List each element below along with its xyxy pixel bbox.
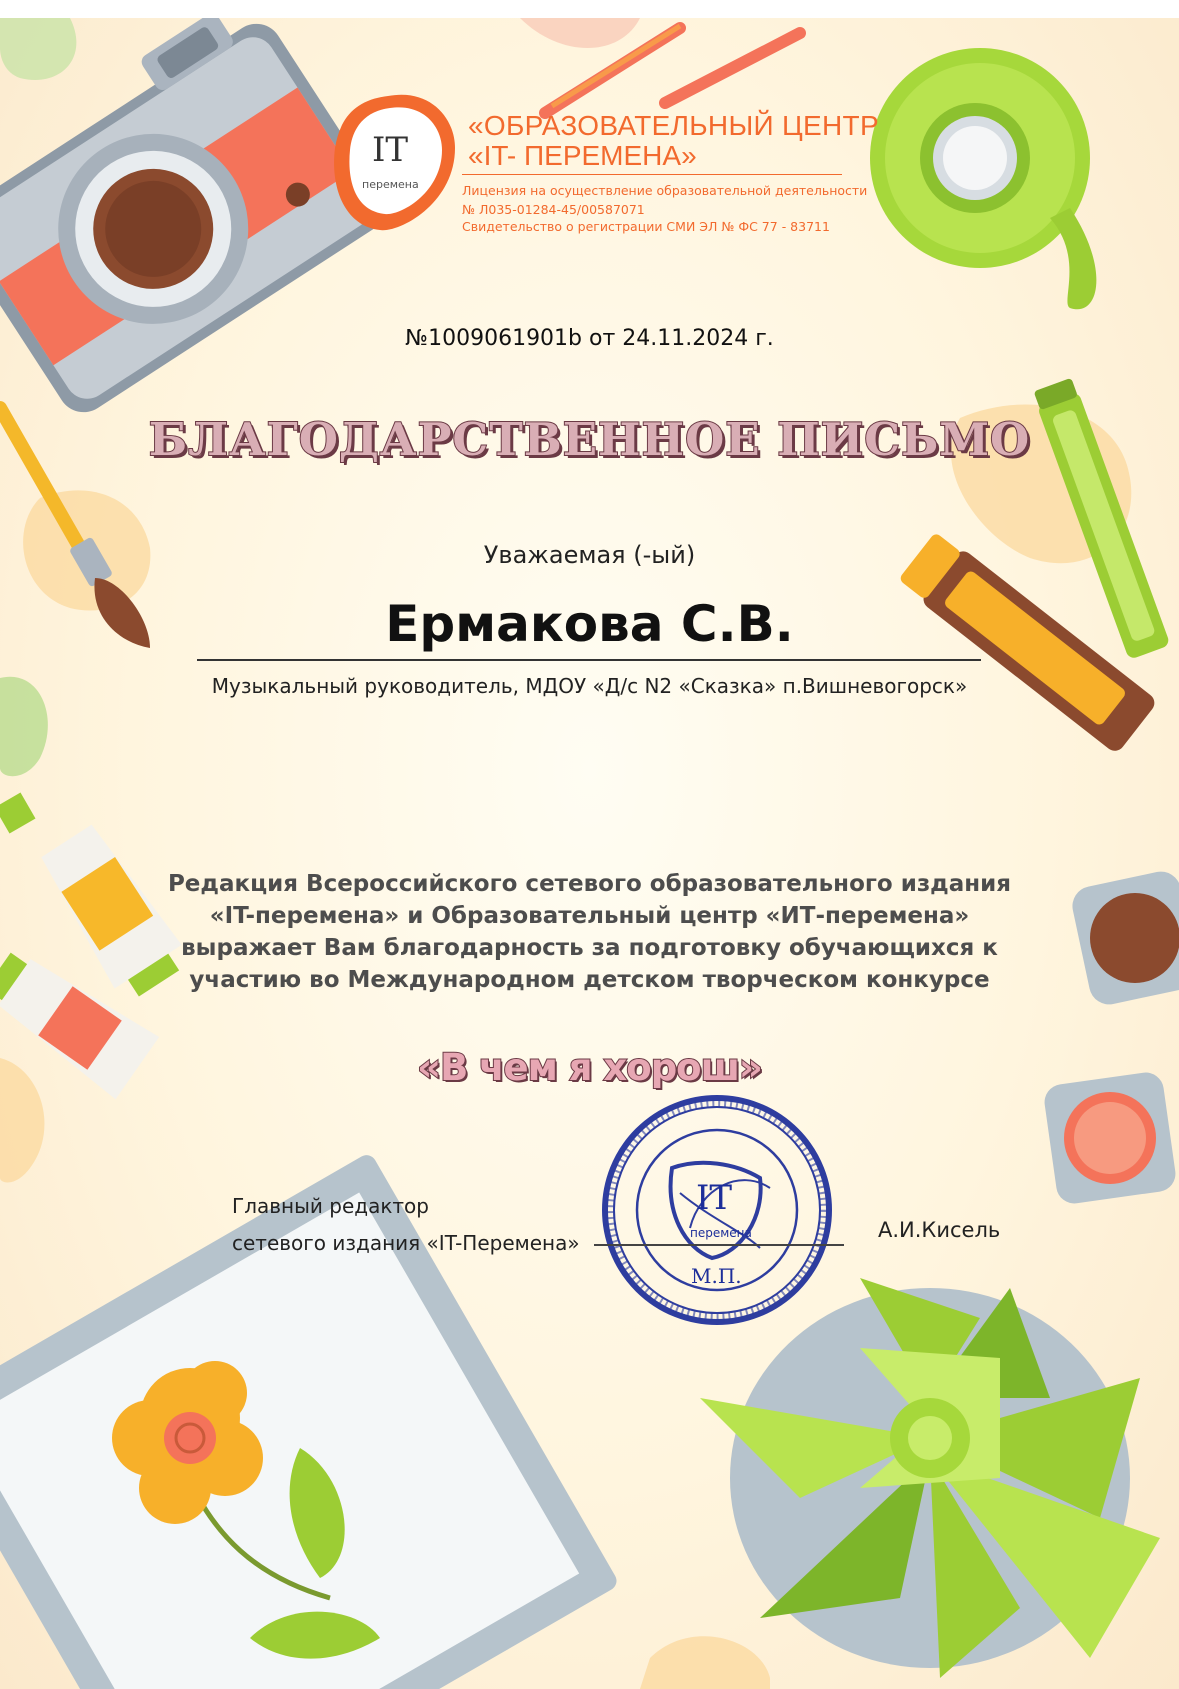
logo-divider xyxy=(462,174,842,175)
signer-role-line2: сетевого издания «IT-Перемена» xyxy=(232,1231,580,1255)
stamp-subtext: перемена xyxy=(690,1226,752,1240)
contest-name: «В чем я хорош» xyxy=(417,1046,762,1089)
decorative-background xyxy=(0,18,1179,1689)
camera-illustration xyxy=(0,18,395,425)
yellow-blob-bottom-right xyxy=(640,1636,770,1689)
succulent-plant-illustration xyxy=(700,1278,1160,1678)
logo-mark-subtext: перемена xyxy=(362,178,419,191)
tape-roll-illustration xyxy=(870,48,1096,309)
body-text-line: выражает Вам благодарность за подготовку обучающихся к xyxy=(181,935,998,961)
body-text-line: «IT-перемена» и Образовательный центр «ИТ-перемена» xyxy=(209,903,970,929)
stamp-mark-text: IT xyxy=(696,1178,733,1218)
recipient-position: Музыкальный руководитель, МДОУ «Д/с N2 «Сказка» п.Вишневогорск» xyxy=(211,674,968,698)
org-name-line1: «ОБРАЗОВАТЕЛЬНЫЙ ЦЕНТР xyxy=(468,110,879,141)
recipient-name: Ермакова С.В. xyxy=(385,595,794,653)
document-number: №1009061901b от 24.11.2024 г. xyxy=(405,326,774,351)
certificate-page xyxy=(0,18,1179,1689)
license-text: Лицензия на осуществление образовательной деятельности xyxy=(462,183,868,198)
signer-name: А.И.Кисель xyxy=(878,1218,1001,1242)
green-cap-small xyxy=(0,793,35,834)
body-text-line: участию во Международном детском творческом конкурсе xyxy=(189,967,990,993)
name-underline xyxy=(197,659,981,661)
license-number: № Л035-01284-45/00587071 xyxy=(462,202,645,217)
logo-mark-text: IT xyxy=(372,130,409,170)
body-text-line: Редакция Всероссийского сетевого образовательного издания xyxy=(167,871,1012,897)
pink-paint-pot-illustration xyxy=(1042,1070,1178,1206)
media-registration: Свидетельство о регистрации СМИ ЭЛ № ФС 77 - 83711 xyxy=(462,219,830,234)
signer-role-line1: Главный редактор xyxy=(232,1194,429,1218)
peach-blob-top xyxy=(520,18,640,48)
stamp-label: М.П. xyxy=(691,1264,742,1288)
document-title: БЛАГОДАРСТВЕННОЕ ПИСЬМО xyxy=(148,413,1031,466)
org-name-line2: «IT- ПЕРЕМЕНА» xyxy=(468,140,697,171)
signature-line xyxy=(594,1244,844,1246)
salutation: Уважаемая (-ый) xyxy=(483,541,696,569)
green-blob-top-left xyxy=(0,18,76,80)
